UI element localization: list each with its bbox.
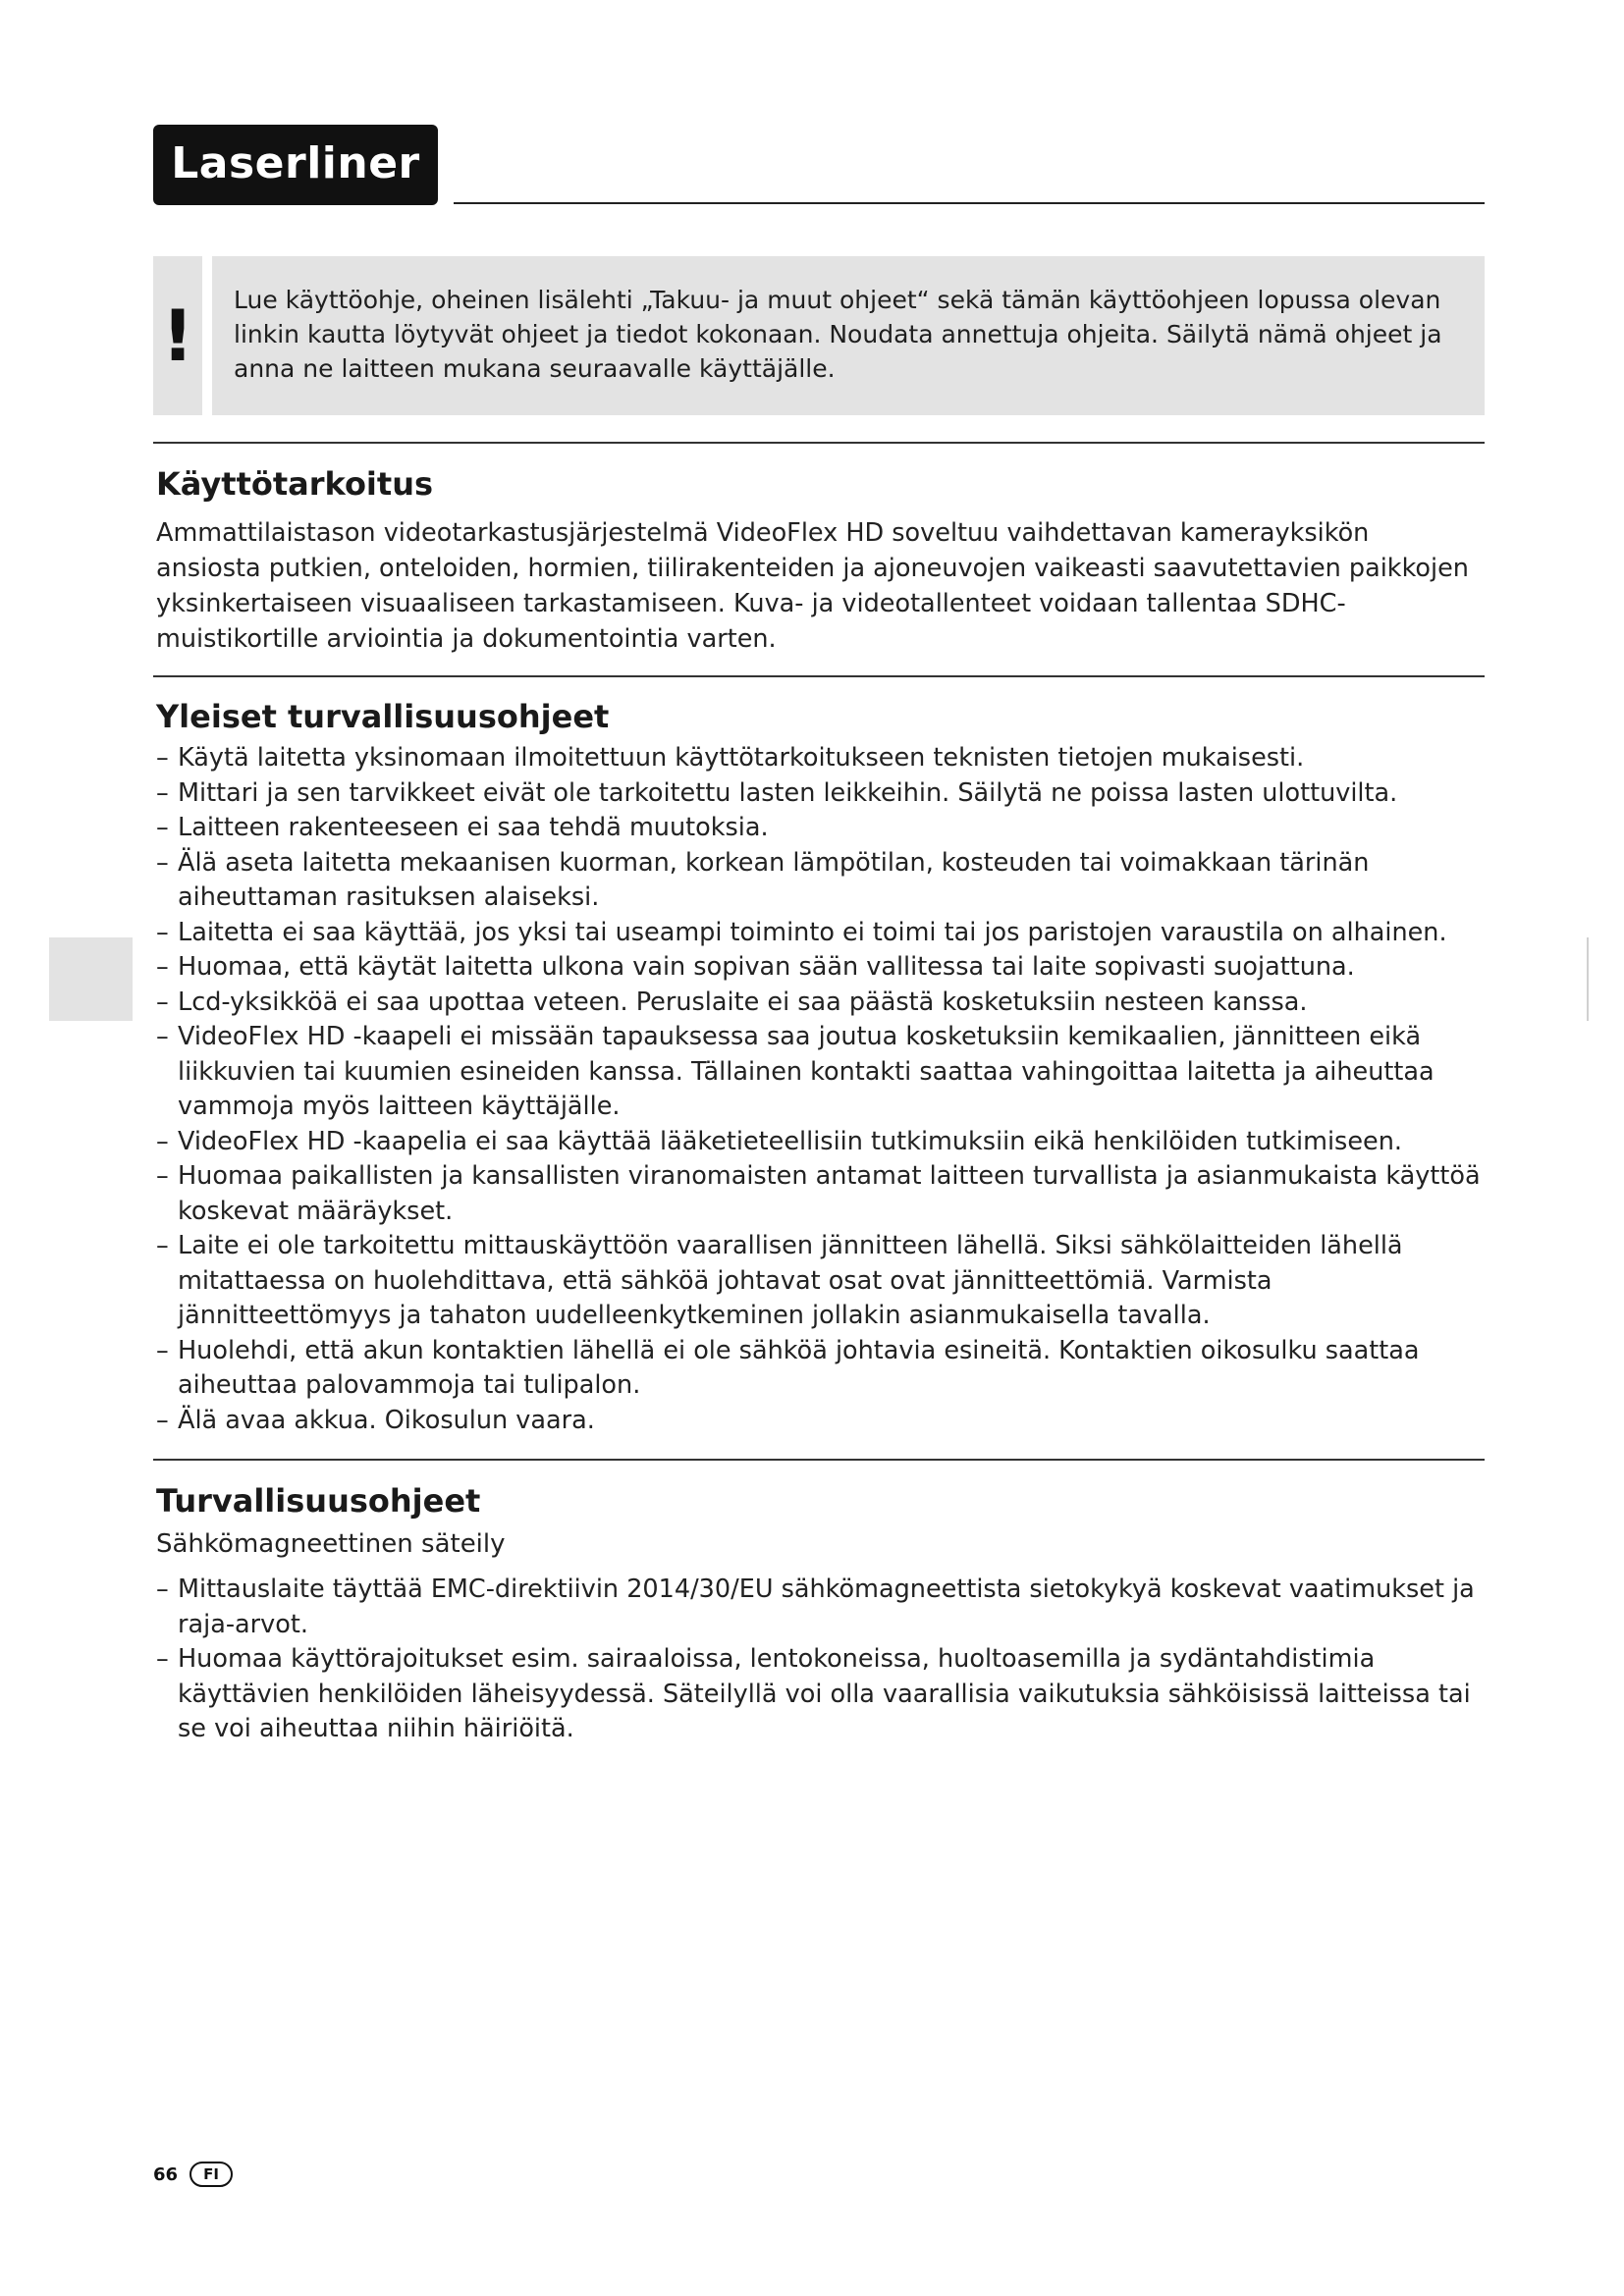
safety-list (156, 1573, 1487, 1747)
laserliner-logo: Laserliner (153, 125, 438, 205)
list-item: – Laitteen rakenteeseen ei saa tehdä muutoksia. (156, 811, 1487, 846)
list-item: – Käytä laitetta yksinomaan ilmoitettuun käyttötarkoitukseen teknisten tietojen mukaisesti. (156, 741, 1487, 776)
header-rule (454, 202, 1485, 204)
page-number: 66 (153, 2163, 179, 2185)
list-item: – Mittari ja sen tarvikkeet eivät ole tarkoitettu lasten leikkeihin. Säilytä ne poissa lasten ulottuvilta. (156, 776, 1487, 812)
list-item: – Huomaa käyttörajoitukset esim. sairaaloissa, lentokoneissa, huoltoasemilla ja sydäntahdistimia käyttävien henkilöiden läheisyydessä. Säteilyllä voi olla vaarallisia vaikutuksia sähköisissä laitteissa tai se voi aiheuttaa niihin häiriöitä. (156, 1642, 1487, 1747)
list-item: – VideoFlex HD -kaapeli ei missään tapauksessa saa joutua kosketuksiin kemikaalien, jännitteen eikä liikkuvien tai kuumien esineiden kanssa. Tällainen kontakti saattaa vahingoittaa laitetta ja aiheuttaa vammoja myös laitteen käyttäjälle. (156, 1020, 1487, 1125)
edge-line (1587, 937, 1589, 1021)
list-item: – Älä avaa akkua. Oikosulun vaara. (156, 1404, 1487, 1439)
list-item: – Laite ei ole tarkoitettu mittauskäyttöön vaarallisen jännitteen lähellä. Siksi sähkölaitteiden lähellä mitattaessa on huolehdittava, että sähköä johtavat osat ovat jännitteettömiä. Varmista jännitteettömyys ja tahaton uudelleenkytkeminen jollakin asianmukaisella tavalla. (156, 1229, 1487, 1334)
list-item: – Älä aseta laitetta mekaanisen kuorman, korkean lämpötilan, kosteuden tai voimakkaan tärinän aiheuttaman rasituksen alaiseksi. (156, 846, 1487, 916)
general-safety-list (156, 741, 1487, 1438)
list-item: – VideoFlex HD -kaapelia ei saa käyttää lääketieteellisiin tutkimuksiin eikä henkilöiden tutkimiseen. (156, 1125, 1487, 1160)
intended-use-heading: Käyttötarkoitus (156, 465, 434, 503)
exclamation-icon: ! (161, 294, 194, 377)
section-divider (153, 675, 1485, 677)
safety-subheading: Sähkömagneettinen säteily (156, 1529, 506, 1559)
language-badge: FI (189, 2162, 233, 2187)
list-item: – Lcd-yksikköä ei saa upottaa veteen. Peruslaite ei saa päästä kosketuksiin nesteen kanssa. (156, 986, 1487, 1021)
notice-text: Lue käyttöohje, oheinen lisälehti „Takuu- ja muut ohjeet“ sekä tämän käyttöohjeen lopussa olevan linkin kautta löytyvät ohjeet ja tiedot kokonaan. Noudata annettuja ohjeita. Säilytä nämä ohjeet ja anna ne laitteen mukana seuraavalle käyttäjälle. (212, 256, 1485, 415)
list-item: – Huomaa paikallisten ja kansallisten viranomaisten antamat laitteen turvallista ja asianmukaista käyttöä koskevat määräykset. (156, 1159, 1487, 1229)
list-item: – Mittauslaite täyttää EMC-direktiivin 2014/30/EU sähkömagneettista sietokykyä koskevat vaatimukset ja raja-arvot. (156, 1573, 1487, 1642)
chapter-tab (49, 937, 133, 1021)
list-item: – Huolehdi, että akun kontaktien lähellä ei ole sähköä johtavia esineitä. Kontaktien oikosulku saattaa aiheuttaa palovammoja tai tulipalon. (156, 1334, 1487, 1404)
warning-mark-box (153, 256, 202, 415)
section-divider (153, 442, 1485, 444)
intended-use-text: Ammattilaistason videotarkastusjärjestelmä VideoFlex HD soveltuu vaihdettavan kamerayksikön ansiosta putkien, onteloiden, hormien, tiilirakenteiden ja ajoneuvojen vaikeasti saavutettavien paikkojen yksinkertaiseen visuaaliseen tarkastamiseen. Kuva- ja videotallenteet voidaan tallentaa SDHC-muistikortille arviointia ja dokumentointia varten. (156, 518, 1469, 654)
section-divider (153, 1459, 1485, 1461)
notice-box (153, 256, 1485, 415)
page-footer (153, 2162, 233, 2187)
list-item: – Huomaa, että käytät laitetta ulkona vain sopivan sään vallitessa tai laite sopivasti suojattuna. (156, 950, 1487, 986)
safety-heading: Turvallisuusohjeet (156, 1482, 481, 1520)
general-safety-heading: Yleiset turvallisuusohjeet (156, 698, 610, 735)
list-item: – Laitetta ei saa käyttää, jos yksi tai useampi toiminto ei toimi tai jos paristojen varaustila on alhainen. (156, 916, 1487, 951)
